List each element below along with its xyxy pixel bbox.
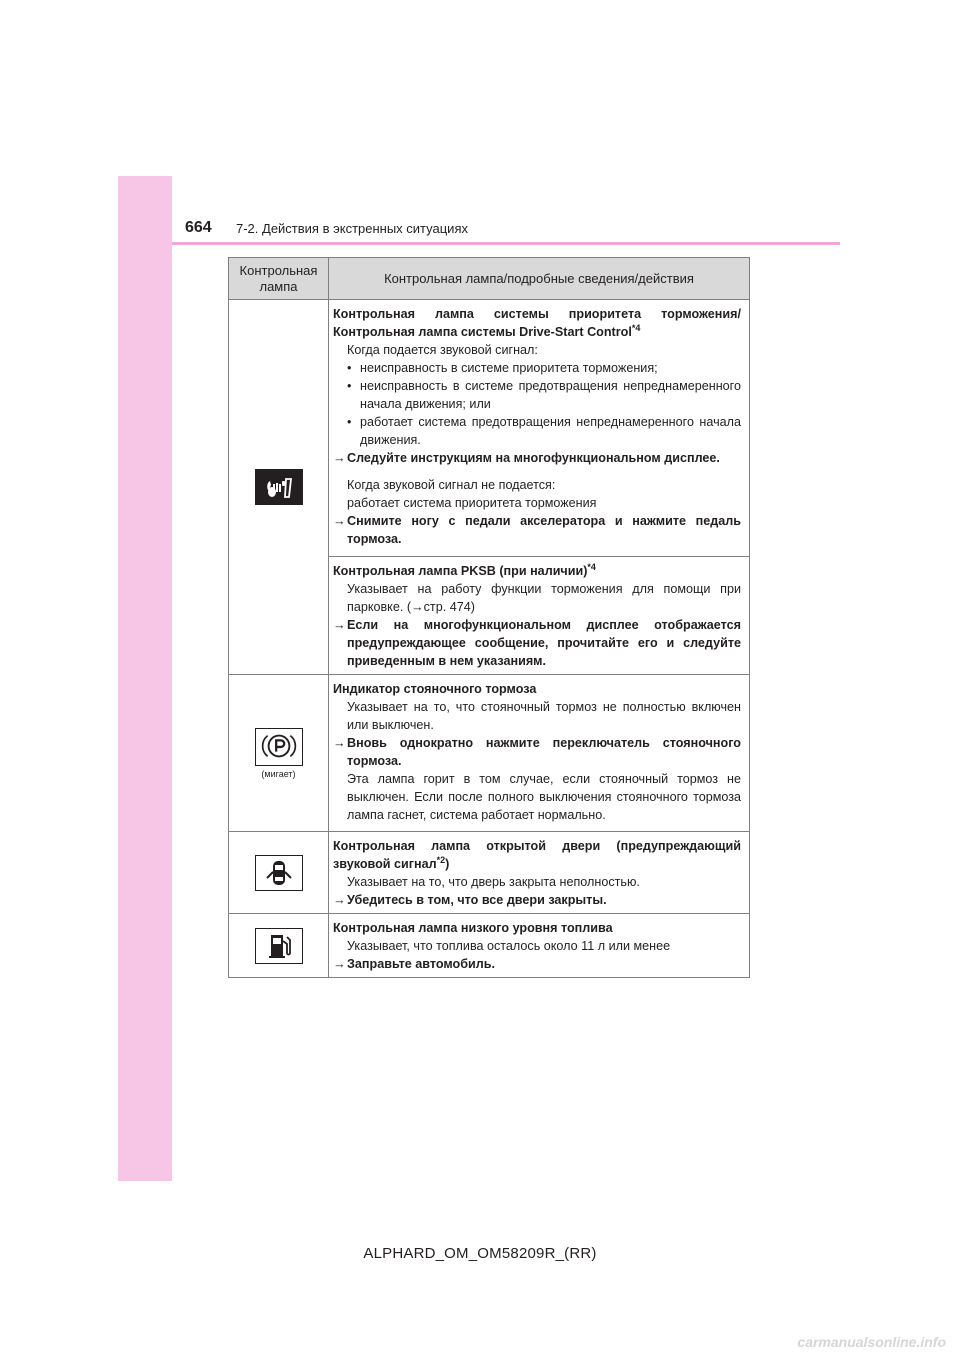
blinking-note: (мигает) <box>261 768 296 779</box>
document-code: ALPHARD_OM_OM58209R_(RR) <box>363 1245 597 1262</box>
lamp-description <box>329 675 750 832</box>
column-header-details: Контрольная лампа/подробные сведения/действия <box>329 258 750 300</box>
action-instruction: → Заправьте автомобиль. <box>333 957 495 971</box>
table-row <box>229 832 750 914</box>
watermark: carmanualsonline.info <box>797 1334 946 1350</box>
column-header-lamp: Контрольная лампа <box>229 258 329 300</box>
list-item: • неисправность в системе предотвращения непреднамеренного начала движения; или <box>347 379 741 411</box>
side-tab-band <box>118 176 172 1181</box>
action-instruction: → Следуйте инструкциям на многофункциональном дисплее. <box>333 451 720 465</box>
condition-text: Когда подается звуковой сигнал: <box>347 343 538 357</box>
lamp-description <box>329 557 750 675</box>
lamp-description <box>329 914 750 978</box>
icon-cell <box>229 675 329 832</box>
icon-cell <box>229 914 329 978</box>
table-row <box>229 675 750 832</box>
action-instruction: → Вновь однократно нажмите переключатель стояночного тормоза. <box>333 736 741 768</box>
icon-cell <box>229 300 329 675</box>
lamp-explanation: Указывает, что топлива осталось около 11 л или менее <box>347 939 671 953</box>
lamp-description <box>329 300 750 557</box>
warning-lamp-table <box>228 257 750 978</box>
page-number: 664 <box>185 219 212 236</box>
list-item: • неисправность в системе приоритета торможения; <box>347 361 658 375</box>
lamp-title: Контрольная лампа PKSB (при наличии)$^{*4}$ <box>333 561 596 578</box>
action-instruction: → Если на многофункциональном дисплее отображается предупреждающее сообщение, прочитайте его и следуйте приведенным в нем указаниям. <box>333 618 741 668</box>
lamp-title: Индикатор стояночного тормоза <box>333 682 537 696</box>
lamp-explanation: Указывает на работу функции торможения для помощи при парковке. (→стр. 474) <box>347 582 741 614</box>
parking-brake-icon <box>255 728 303 766</box>
lamp-title: Контрольная лампа системы приоритета торможения/ Контрольная лампа системы Drive-Start Control$^{*4}$ <box>333 307 741 339</box>
open-door-icon <box>255 855 303 891</box>
brake-override-foot-icon <box>255 469 303 505</box>
condition-text: Когда звуковой сигнал не подается: <box>347 478 556 492</box>
condition-text: работает система приоритета торможения <box>347 496 597 510</box>
icon-cell <box>229 832 329 914</box>
table-row <box>229 914 750 978</box>
fuel-pump-icon <box>255 928 303 964</box>
lamp-explanation: Эта лампа горит в том случае, если стояночный тормоз не выключен. Если после полного выключения стояночного тормоза лампа гаснет, система работает нормально. <box>347 772 741 822</box>
lamp-explanation: Указывает на то, что дверь закрыта неполностью. <box>347 875 640 889</box>
lamp-title: Контрольная лампа низкого уровня топлива <box>333 921 613 935</box>
lamp-description <box>329 832 750 914</box>
lamp-title: Контрольная лампа открытой двери (предупреждающий звуковой сигнал$^{*2}$) <box>333 839 741 871</box>
table-header-row <box>229 258 750 300</box>
lamp-explanation: Указывает на то, что стояночный тормоз не полностью включен или выключен. <box>347 700 741 732</box>
section-title: 7-2. Действия в экстренных ситуациях <box>236 221 468 236</box>
action-instruction: → Снимите ногу с педали акселератора и нажмите педаль тормоза. <box>333 514 741 546</box>
header-divider <box>172 242 840 245</box>
action-instruction: → Убедитесь в том, что все двери закрыты. <box>333 893 607 907</box>
list-item: • работает система предотвращения непреднамеренного начала движения. <box>347 415 741 447</box>
table-row <box>229 300 750 557</box>
